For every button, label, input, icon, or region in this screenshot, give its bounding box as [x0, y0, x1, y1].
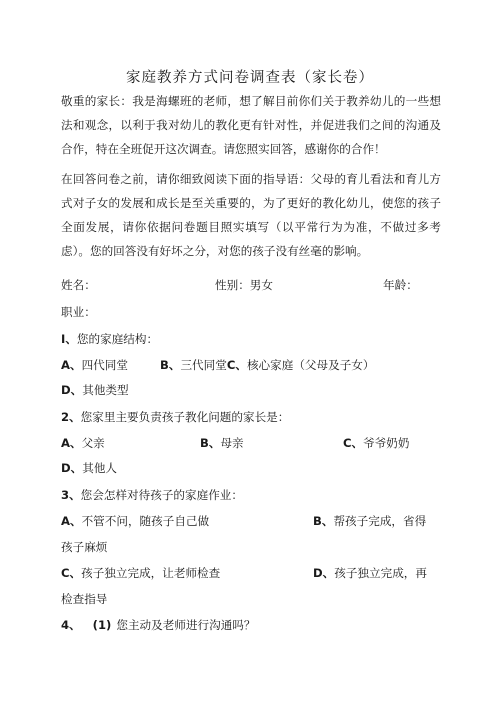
job-label: 职业： [61, 305, 96, 319]
question-number: 4、 [61, 618, 81, 632]
q3-option-a [61, 511, 209, 531]
option-key: D、 [61, 383, 83, 397]
option-text: 其他类型 [82, 383, 129, 397]
option-key: A、 [61, 358, 82, 372]
option-text: 不管不问，随孩子自己做 [81, 514, 210, 528]
option-key: A、 [61, 514, 82, 528]
option-text: 孩子独立完成，让老师检查 [81, 566, 221, 580]
option-text: 爷爷奶奶 [363, 436, 410, 450]
option-text: 孩子独立完成，再 [334, 566, 427, 580]
q3-option-b [313, 511, 426, 531]
option-text: 核心家庭（父母及子女） [246, 358, 375, 372]
age-label: 年龄： [383, 278, 418, 292]
gender-label: 性别：男女 [215, 278, 273, 292]
q3-option-c [61, 563, 220, 583]
question-text: 您主动及老师进行沟通吗？ [116, 618, 256, 632]
q2-option-d [61, 458, 117, 478]
option-key: B、 [313, 514, 334, 528]
question-text: 您家里主要负责孩子教化问题的家长是： [80, 410, 290, 424]
q2-option-c [343, 433, 410, 453]
q3-option-d [313, 563, 427, 583]
option-key: D、 [61, 461, 83, 475]
intro-paragraph-instructions: 在回答问卷之前，请你细致阅读下面的指导语：父母的育儿看法和育儿方式对子女的发展和成长是至关重要的，为了更好的教化幼儿，使您的孩子全面发展，请你依据问卷题目照实填写（以平常行为为准，不做过多考虑）。您的回答没有好坏之分，对您的孩子没有丝毫的影响。 [61, 172, 441, 258]
question-number: 2、 [61, 410, 81, 424]
option-text: 其他人 [82, 461, 118, 475]
question-number: I、 [61, 332, 77, 346]
option-text: 母亲 [220, 436, 244, 450]
q2-option-a [61, 433, 105, 453]
intro-paragraph-greeting: 敬重的家长：我是海螺班的老师，想了解目前你们关于教养幼儿的一些想法和观念，以利于我对幼儿的教化更有针对性，并促进我们之间的沟通及合作，特在全班促开这次调查。请您照实回答，感谢你的合作！ [61, 94, 441, 156]
question-text: 您会怎样对待孩子的家庭作业： [80, 488, 243, 502]
question-number: 3、 [61, 488, 81, 502]
option-key: C、 [226, 358, 247, 372]
question-2 [61, 407, 289, 427]
q1-option-d [61, 380, 129, 400]
q2-option-b [200, 433, 244, 453]
q1-option-b-c [160, 355, 374, 375]
q1-option-a [61, 355, 128, 375]
option-key: C、 [61, 566, 82, 580]
option-key: D、 [313, 566, 335, 580]
option-key: B、 [200, 436, 221, 450]
name-label: 姓名： [61, 278, 96, 292]
option-key: C、 [343, 436, 364, 450]
option-key: B、 [160, 358, 181, 372]
option-text: 三代同堂 [180, 358, 227, 372]
question-3 [61, 485, 243, 505]
question-4 [61, 615, 255, 635]
option-key: A、 [61, 436, 82, 450]
question-text: 您的家庭结构： [76, 332, 159, 346]
q3-option-b-continued: 孩子麻烦 [61, 540, 108, 554]
option-text: 帮孩子完成，省得 [333, 514, 427, 528]
option-text: 父亲 [81, 436, 105, 450]
page-title: 家庭教养方式问卷调查表（家长卷） [126, 70, 374, 86]
sub-question-number: (1) [92, 618, 112, 632]
q3-option-d-continued: 检查指导 [61, 592, 108, 606]
option-text: 四代同堂 [81, 358, 128, 372]
question-1 [61, 329, 158, 349]
